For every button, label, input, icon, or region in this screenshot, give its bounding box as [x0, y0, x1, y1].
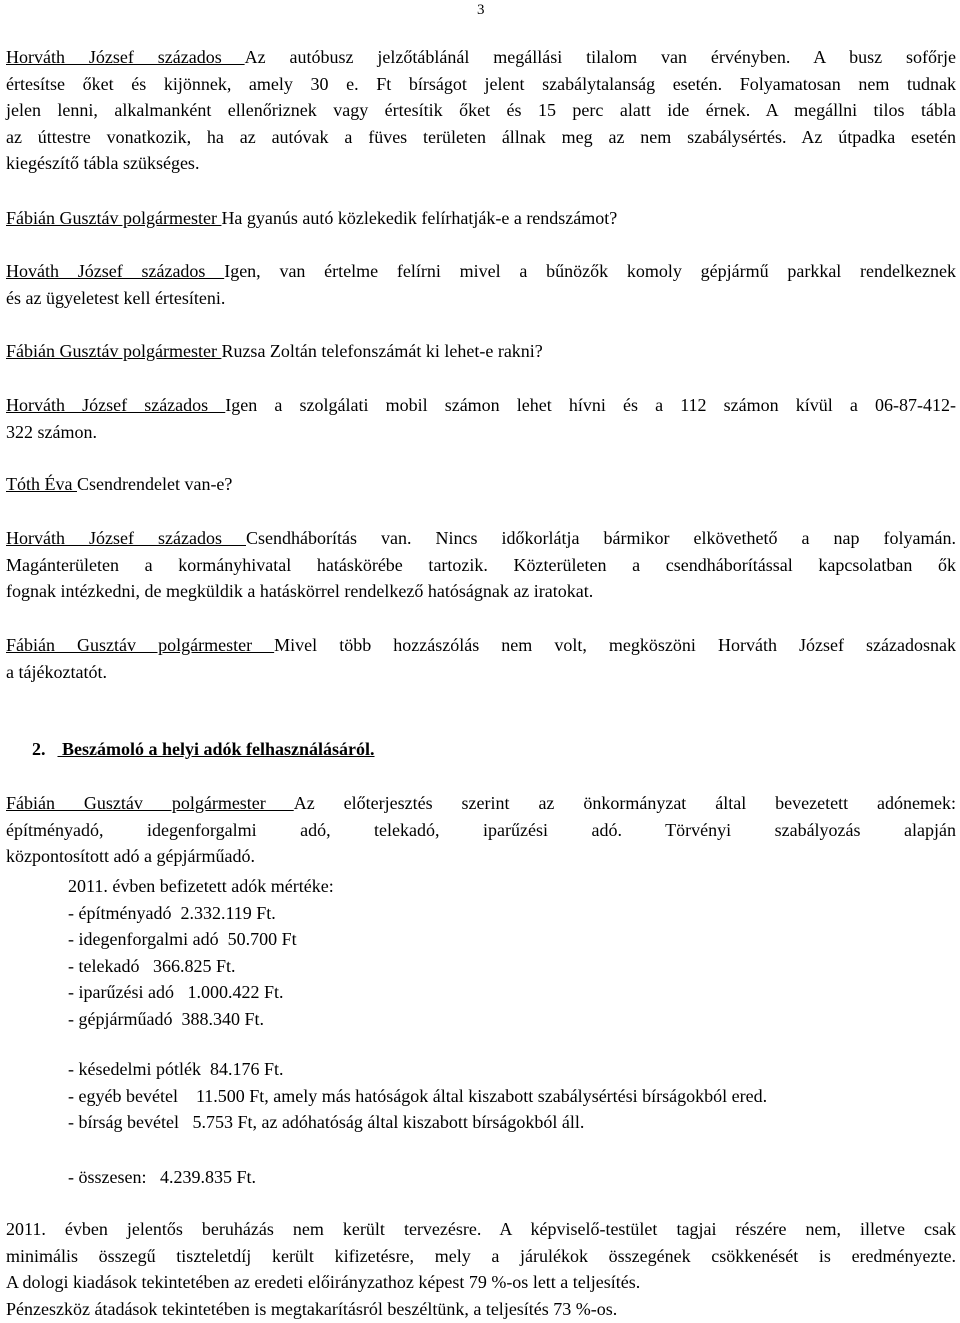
speech-text: Mivel több hozzászólás nem volt, megköszöni Horváth József századosnak: [274, 635, 957, 655]
section-number: 2.: [32, 739, 46, 759]
speaker-name: Fábián Gusztáv polgármester: [6, 793, 294, 813]
paragraph-line: [6, 338, 956, 365]
paragraph-line: az úttestre vonatkozik, ha az autóvak a füves területen állnak meg az nem szabálysértés. Az útpadka esetén: [6, 126, 956, 147]
list-item: - egyéb bevétel 11.500 Ft, amely más hatóságok által kiszabott szabálysértési bírságokból ered.: [68, 1085, 768, 1106]
speech-text: Ha gyanús autó közlekedik felírhatják-e a rendszámot?: [221, 208, 618, 228]
paragraph-answer-plate: [6, 258, 956, 311]
list-item-total: - összesen: 4.239.835 Ft.: [68, 1167, 256, 1187]
paragraph-bus-stop: [6, 44, 956, 177]
speaker-name: Horváth József százados: [6, 47, 245, 67]
paragraph-line: [6, 44, 956, 71]
paragraph-line: kiegészítő tábla szükséges.: [6, 153, 200, 173]
list-item: - iparűzési adó 1.000.422 Ft.: [68, 982, 284, 1002]
paragraph-line: központosított adó a gépjárműadó.: [6, 846, 255, 866]
paragraph-line: építményadó, idegenforgalmi adó, telekadó, iparűzési adó. Törvényi szabályozás alapján: [6, 819, 956, 840]
paragraph-line: Pénzeszköz átadások tekintetében is megtakarításról beszéltünk, a teljesítés 73 %-os.: [6, 1298, 618, 1319]
list-item: - telekadó 366.825 Ft.: [68, 955, 236, 976]
speaker-name: Fábián Gusztáv polgármester: [6, 208, 222, 228]
tax-list-other: [68, 1056, 767, 1136]
paragraph-line: [6, 790, 956, 817]
paragraph-line: A dologi kiadások tekintetében az eredeti előirányzathoz képest 79 %-os lett a teljesítés.: [6, 1272, 641, 1292]
paragraph-line: minimális összegű tiszteletdíj került kifizetésre, mely a járulékok összegének csökkenését is eredményezte.: [6, 1245, 956, 1266]
paragraph-question-phone: [6, 338, 956, 365]
paragraph-line: [6, 205, 956, 232]
list-item: - késedelmi pótlék 84.176 Ft.: [68, 1059, 284, 1079]
list-item: - építményadó 2.332.119 Ft.: [68, 902, 276, 923]
speech-text: Az autóbusz jelzőtáblánál megállási tilalom van érvényben. A busz sofőrje: [244, 47, 956, 67]
tax-list: [68, 873, 334, 1032]
section-title: Beszámoló a helyi adók felhasználásáról.: [57, 739, 375, 759]
speech-text: Csendháborítás van. Nincs időkorlátja bármikor elkövethető a nap folyamán.: [246, 528, 957, 548]
page-number: 3: [477, 2, 485, 18]
paragraph-line: és az ügyeletest kell értesíteni.: [6, 287, 226, 308]
list-item: - bírság bevétel 5.753 Ft, az adóhatóság által kiszabott bírságokból áll.: [68, 1112, 585, 1132]
paragraph-line: 2011. évben jelentős beruházás nem került tervezésre. A képviselő-testület tagjai részére nem, illetve csak: [6, 1219, 956, 1239]
speaker-name: Hováth József százados: [6, 261, 225, 281]
speaker-name: Horváth József százados: [6, 528, 246, 548]
paragraph-line: [6, 258, 956, 285]
tax-list-heading: 2011. évben befizetett adók mértéke:: [68, 876, 334, 896]
speaker-name: Horváth József százados: [6, 395, 226, 415]
paragraph-closing: [6, 632, 956, 685]
section-heading: [32, 736, 375, 763]
paragraph-line: [6, 632, 956, 659]
speech-text: Az előterjesztés szerint az önkormányzat által bevezetett adónemek:: [293, 793, 956, 813]
list-item: - idegenforgalmi adó 50.700 Ft: [68, 929, 297, 949]
speech-text: Igen a szolgálati mobil számon lehet hívni és a 112 számon kívül a 06-87-412-: [225, 395, 956, 415]
paragraph-line: Magánterületen a kormányhivatal hatáskörébe tartozik. Közterületen a csendháborítással kapcsolatban ők: [6, 554, 956, 575]
paragraph-answer-noise: [6, 525, 956, 605]
paragraph-question-plate: [6, 205, 956, 232]
list-item: - gépjárműadó 388.340 Ft.: [68, 1008, 264, 1029]
paragraph-line: 322 számon.: [6, 421, 97, 442]
speaker-name: Tóth Éva: [6, 474, 77, 494]
paragraph-line: értesítse őket és kijönnek, amely 30 e. Ft bírságot jelent szabálytalanság esetén. Folyamatosan nem tudnak: [6, 73, 956, 94]
speaker-name: Fábián Gusztáv polgármester: [6, 635, 275, 655]
paragraph-line: [6, 525, 956, 552]
speech-text: Csendrendelet van-e?: [76, 474, 233, 494]
speech-text: Ruzsa Zoltán telefonszámát ki lehet-e rakni?: [221, 341, 543, 361]
paragraph-line: a tájékoztatót.: [6, 661, 107, 682]
paragraph-line: [6, 471, 956, 498]
paragraph-line: [6, 392, 956, 419]
paragraph-taxes-intro: [6, 790, 956, 870]
paragraph-answer-phone: [6, 392, 956, 445]
paragraph-line: fognak intézkedni, de megküldik a hatáskörrel rendelkező hatóságnak az iratokat.: [6, 581, 594, 601]
paragraph-line: jelen lenni, alkalmanként ellenőriznek vagy értesítik őket és 15 perc alatt ide érnek. A megállni tilos tábla: [6, 100, 956, 120]
speaker-name: Fábián Gusztáv polgármester: [6, 341, 222, 361]
paragraph-question-noise: [6, 471, 956, 498]
paragraph-summary: [6, 1216, 956, 1322]
speech-text: Igen, van értelme felírni mivel a bűnözők komoly gépjármű parkkal rendelkeznek: [224, 261, 956, 281]
tax-total: [68, 1164, 256, 1191]
